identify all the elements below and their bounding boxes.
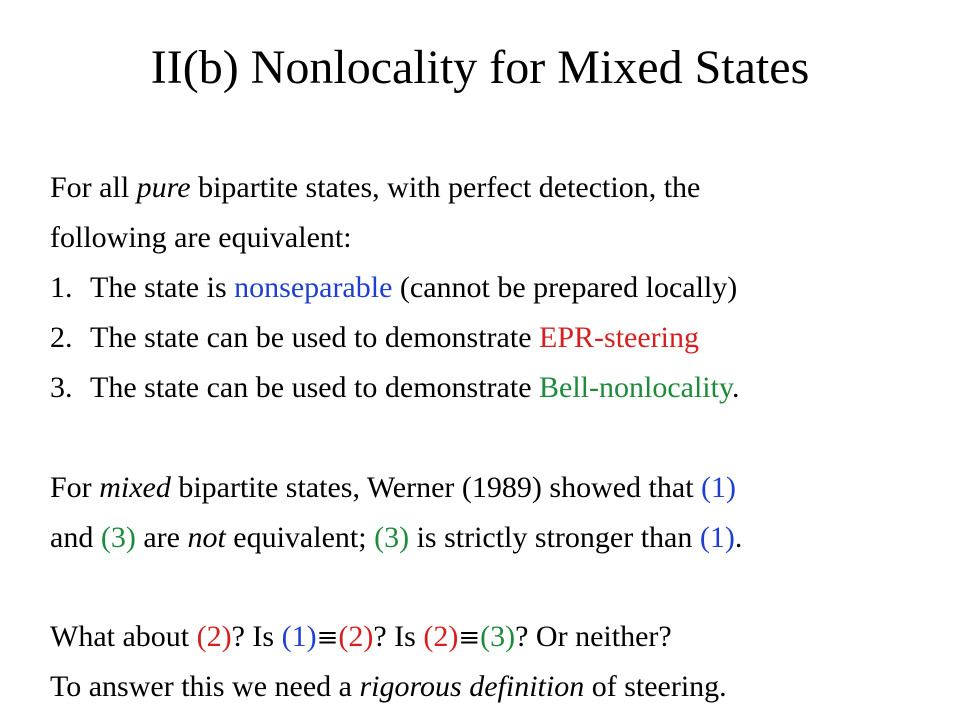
list-item-3 [50, 368, 740, 408]
item-text: The state is [90, 271, 235, 304]
text: . [734, 521, 743, 554]
intro-line-2: following are equivalent: [50, 221, 352, 254]
list-item-1 [50, 268, 737, 308]
text: ? Or neither? [515, 620, 672, 653]
mixed-line-1 [50, 468, 736, 508]
equivalence-symbol: ≡ [316, 623, 339, 653]
slide-title: II(b) Nonlocality for Mixed States [150, 41, 810, 94]
text: ? Is [231, 620, 282, 653]
item-number: 2. [50, 321, 73, 354]
text: is strictly stronger than [409, 521, 700, 554]
list-item-2 [50, 318, 699, 358]
item-text: (cannot be prepared locally) [392, 271, 738, 304]
ref-2: (2) [196, 620, 232, 653]
question-line [50, 617, 672, 658]
item-text: The state can be used to demonstrate [90, 321, 540, 354]
text: For [50, 471, 100, 504]
text: are [135, 521, 188, 554]
intro-line-1 [50, 168, 700, 208]
ref-3: (3) [480, 620, 516, 653]
text: ? Is [373, 620, 424, 653]
equivalence-symbol: ≡ [458, 623, 481, 653]
closing-line [50, 667, 727, 707]
ref-1: (1) [701, 471, 737, 504]
mixed-line-2 [50, 518, 742, 558]
text: What about [50, 620, 197, 653]
pure-emphasis: pure [136, 171, 191, 204]
nonseparable-term: nonseparable [234, 271, 393, 304]
ref-2: (2) [423, 620, 459, 653]
item-text: . [732, 371, 740, 404]
item-number: 1. [50, 271, 73, 304]
mixed-emphasis: mixed [99, 471, 171, 504]
item-text: The state can be used to demonstrate [90, 371, 540, 404]
bell-nonlocality-term: Bell-nonlocality [539, 371, 733, 404]
epr-steering-term: EPR-steering [539, 321, 699, 354]
ref-3: (3) [374, 521, 410, 554]
text: equivalent; [225, 521, 375, 554]
text: and [50, 521, 101, 554]
text: bipartite states, Werner (1989) showed that [170, 471, 702, 504]
intro-text: For all [50, 171, 137, 204]
not-emphasis: not [187, 521, 226, 554]
rigorous-definition-emphasis: rigorous definition [359, 670, 585, 703]
ref-3: (3) [100, 521, 136, 554]
intro-text: bipartite states, with perfect detection, the [190, 171, 701, 204]
ref-1: (1) [699, 521, 735, 554]
text: of steering. [584, 670, 727, 703]
ref-2: (2) [338, 620, 374, 653]
text: To answer this we need a [50, 670, 360, 703]
ref-1: (1) [281, 620, 317, 653]
item-number: 3. [50, 371, 73, 404]
